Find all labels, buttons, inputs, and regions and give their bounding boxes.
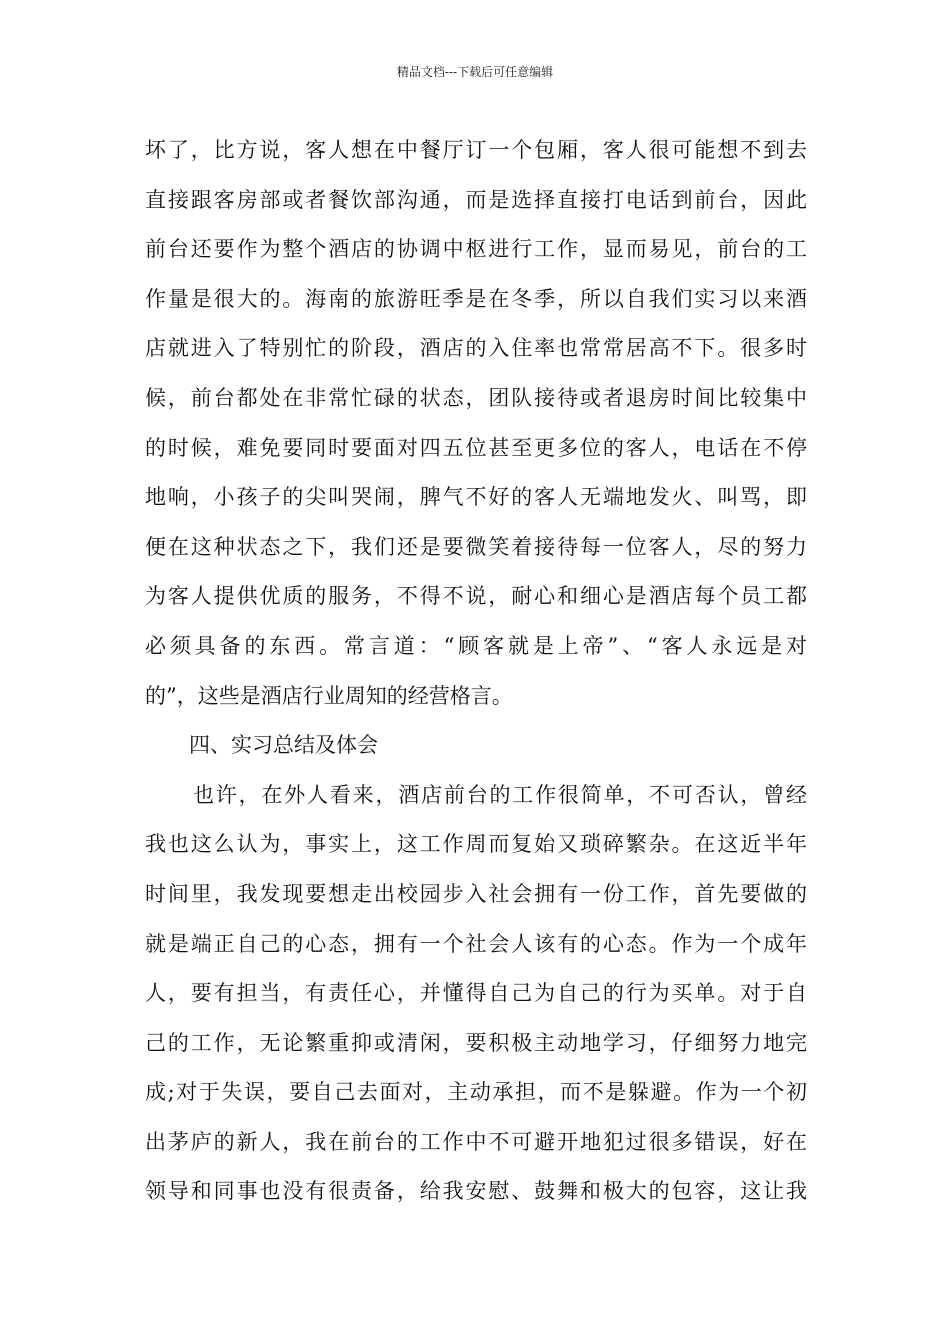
document-body [145, 126, 807, 1217]
text-line: 我也这么认为，事实上，这工作周而复始又琐碎繁杂。在这近半年 [145, 832, 807, 857]
text-line: 就是端正自己的心态，拥有一个社会人该有的心态。作为一个成年 [145, 931, 807, 956]
text-line: 也许，在外人看来，酒店前台的工作很简单，不可否认，曾经 [193, 782, 807, 807]
text-line: 的时候，难免要同时要面对四五位甚至更多位的客人，电话在不停 [145, 435, 807, 460]
text-line: 为客人提供优质的服务，不得不说，耐心和细心是酒店每个员工都 [145, 584, 807, 609]
text-line: 必须具备的东西。常言道：“顾客就是上帝”、“客人永远是对 [145, 633, 807, 658]
text-line: 候，前台都处在非常忙碌的状态，团队接待或者退房时间比较集中 [145, 385, 807, 410]
text-line: 作量是很大的。海南的旅游旺季是在冬季，所以自我们实习以来酒 [145, 286, 807, 311]
text-line: 店就进入了特别忙的阶段，酒店的入住率也常常居高不下。很多时 [145, 336, 807, 361]
text-line: 己的工作，无论繁重抑或清闲，要积极主动地学习，仔细努力地完 [145, 1030, 807, 1055]
text-line: 坏了，比方说，客人想在中餐厅订一个包厢，客人很可能想不到去 [145, 138, 807, 162]
text-line: 直接跟客房部或者餐饮部沟通，而是选择直接打电话到前台，因此 [145, 187, 807, 212]
section-heading: 四、实习总结及体会 [189, 733, 378, 758]
text-line: 便在这种状态之下，我们还是要微笑着接待每一位客人，尽的努力 [145, 534, 807, 559]
text-line: 出茅庐的新人，我在前台的工作中不可避开地犯过很多错误，好在 [145, 1129, 807, 1154]
text-line: 人，要有担当，有责任心，并懂得自己为自己的行为买单。对于自 [145, 981, 807, 1006]
text-line: 领导和同事也没有很责备，给我安慰、鼓舞和极大的包容，这让我 [145, 1179, 807, 1204]
text-line: 前台还要作为整个酒店的协调中枢进行工作，显而易见，前台的工 [145, 237, 807, 262]
page-header: 精品文档---下载后可任意编辑 [396, 65, 554, 79]
text-line: 时间里，我发现要想走出校园步入社会拥有一份工作，首先要做的 [145, 881, 807, 906]
text-line: 成;对于失误，要自己去面对，主动承担，而不是躲避。作为一个初 [145, 1080, 807, 1105]
text-line: 地响，小孩子的尖叫哭闹，脾气不好的客人无端地发火、叫骂，即 [145, 485, 807, 510]
text-line: 的”，这些是酒店行业周知的经营格言。 [145, 683, 513, 708]
